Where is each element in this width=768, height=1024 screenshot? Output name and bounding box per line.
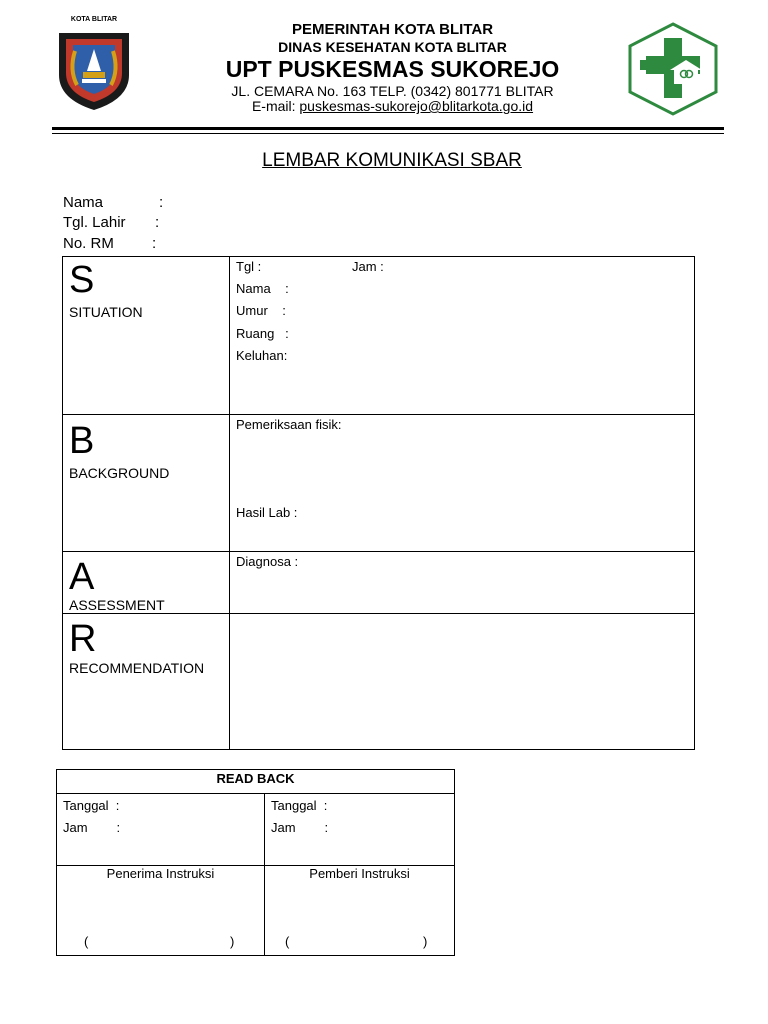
patient-name-row <box>63 194 163 211</box>
situation-tgl: Tgl : <box>236 259 262 274</box>
patient-rm-label: No. RM <box>63 235 114 252</box>
sbar-row-situation <box>63 257 695 415</box>
background-hasil-lab: Hasil Lab : <box>236 505 298 520</box>
assessment-diagnosa: Diagnosa : <box>236 554 299 569</box>
puskesmas-logo <box>626 22 720 116</box>
read-back-title: READ BACK <box>57 770 455 794</box>
situation-label: SITUATION <box>69 304 143 320</box>
receiver-tanggal: Tanggal : <box>63 798 120 813</box>
recommendation-label: RECOMMENDATION <box>69 660 205 676</box>
background-label-cell <box>63 415 230 552</box>
giver-datetime-cell[interactable] <box>265 794 455 866</box>
situation-umur: Umur : <box>236 303 286 319</box>
background-pemeriksaan: Pemeriksaan fisik: <box>236 417 342 432</box>
situation-letter: S <box>69 259 95 301</box>
assessment-content-cell[interactable] <box>230 552 695 614</box>
background-content-cell[interactable] <box>230 415 695 552</box>
situation-label-cell <box>63 257 230 415</box>
sbar-row-assessment <box>63 552 695 614</box>
recommendation-content-cell[interactable] <box>230 614 695 750</box>
giver-label: Pemberi Instruksi <box>309 866 410 881</box>
sbar-row-recommendation <box>63 614 695 750</box>
patient-rm-row <box>63 235 156 252</box>
colon: : <box>155 214 160 231</box>
sbar-row-background <box>63 415 695 552</box>
receiver-signature-cell[interactable] <box>57 866 265 956</box>
document-title: LEMBAR KOMUNIKASI SBAR <box>262 150 522 171</box>
situation-jam: Jam : <box>352 259 384 274</box>
situation-nama: Nama : <box>236 281 289 296</box>
sbar-table <box>62 256 695 750</box>
giver-jam: Jam : <box>271 820 329 835</box>
header-rule-thin <box>52 133 724 134</box>
receiver-datetime-cell[interactable] <box>57 794 265 866</box>
gov-line: PEMERINTAH KOTA BLITAR <box>291 21 494 38</box>
email-link[interactable]: puskesmas-sukorejo@blitarkota.go.id <box>299 98 534 114</box>
background-letter: B <box>69 420 95 462</box>
header-rule-thick <box>52 127 724 130</box>
giver-tanggal: Tanggal : <box>271 798 328 813</box>
kota-blitar-emblem <box>53 15 135 111</box>
patient-dob-row <box>63 214 159 231</box>
background-label: BACKGROUND <box>69 465 170 481</box>
emblem-caption: KOTA BLITAR <box>70 16 118 23</box>
patient-dob-label: Tgl. Lahir <box>63 214 126 231</box>
dept-line: DINAS KESEHATAN KOTA BLITAR <box>278 39 507 55</box>
situation-content-cell[interactable] <box>230 257 695 415</box>
read-back-signature-row <box>57 866 455 956</box>
colon: : <box>159 194 164 211</box>
recommendation-label-cell <box>63 614 230 750</box>
assessment-letter: A <box>69 556 95 598</box>
email-label: E-mail: <box>251 98 300 114</box>
receiver-paren-open: ( <box>84 934 89 949</box>
receiver-label: Penerima Instruksi <box>106 866 215 881</box>
situation-keluhan: Keluhan: <box>236 347 288 363</box>
situation-tgl-row <box>236 259 694 275</box>
giver-paren-close: ) <box>423 934 428 949</box>
giver-paren-open: ( <box>285 934 290 949</box>
receiver-jam: Jam : <box>63 820 121 835</box>
assessment-label-cell <box>63 552 230 614</box>
address-line: JL. CEMARA No. 163 TELP. (0342) 801771 BLITAR <box>231 83 554 99</box>
situation-ruang: Ruang : <box>236 325 289 341</box>
read-back-title-row <box>57 770 455 794</box>
receiver-paren-close: ) <box>230 934 235 949</box>
read-back-datetime-row <box>57 794 455 866</box>
colon: : <box>152 235 157 252</box>
recommendation-letter: R <box>69 618 97 660</box>
giver-signature-cell[interactable] <box>265 866 455 956</box>
email-line <box>190 98 595 114</box>
read-back-table <box>56 769 455 956</box>
patient-name-label: Nama <box>63 194 104 211</box>
facility-name: UPT PUSKESMAS SUKOREJO <box>225 56 560 82</box>
assessment-label: ASSESSMENT <box>69 597 165 613</box>
